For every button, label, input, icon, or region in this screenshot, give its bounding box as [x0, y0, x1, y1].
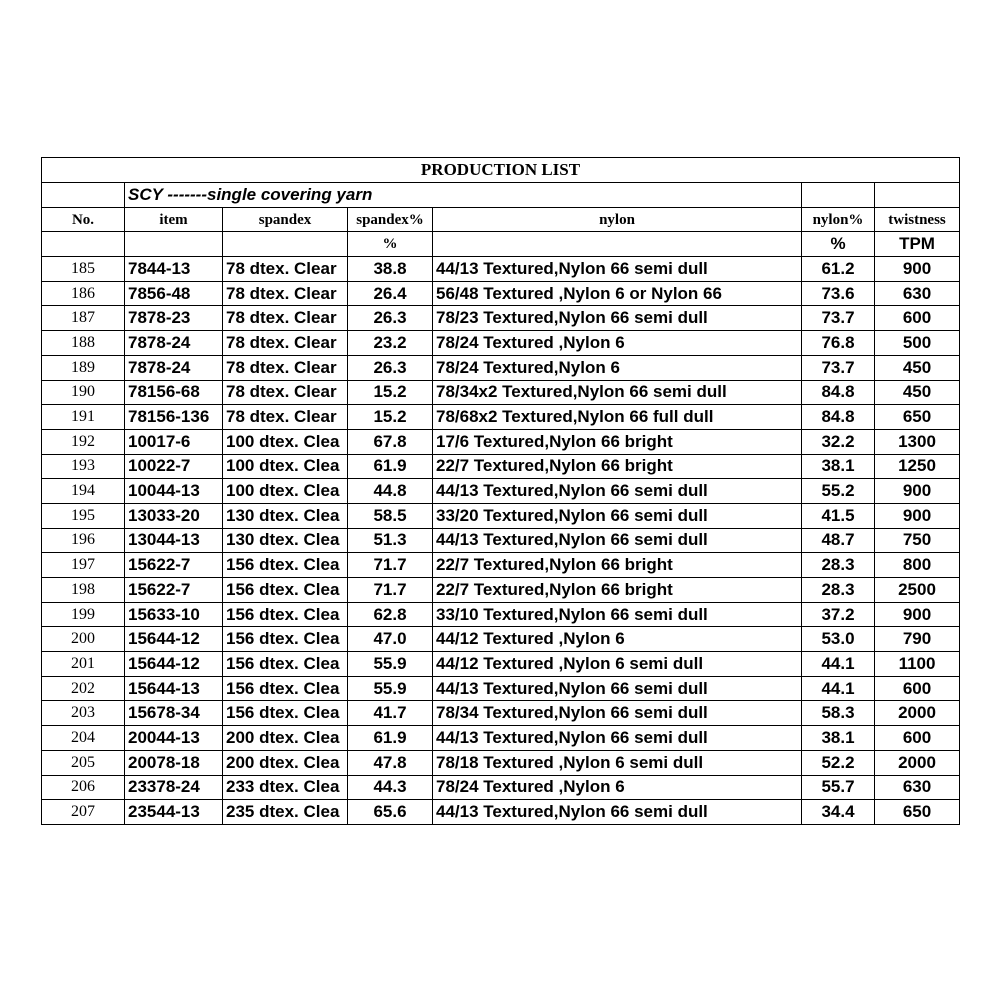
cell-no: 192: [42, 429, 125, 454]
cell-spandex: 156 dtex. Clea: [223, 627, 348, 652]
cell-spandex: 78 dtex. Clear: [223, 355, 348, 380]
cell-spandex-pct: 55.9: [348, 676, 433, 701]
cell-twistness: 1250: [875, 454, 960, 479]
cell-nylon: 78/68x2 Textured,Nylon 66 full dull: [433, 405, 802, 430]
cell-nylon: 78/24 Textured ,Nylon 6: [433, 331, 802, 356]
cell-no: 193: [42, 454, 125, 479]
cell-twistness: 900: [875, 602, 960, 627]
cell-spandex-pct: 67.8: [348, 429, 433, 454]
cell-no: 188: [42, 331, 125, 356]
cell-twistness: 900: [875, 503, 960, 528]
header-nylon: nylon: [433, 207, 802, 232]
cell-spandex: 156 dtex. Clea: [223, 652, 348, 677]
header-nylon-pct: nylon%: [802, 207, 875, 232]
cell-nylon: 78/34 Textured,Nylon 66 semi dull: [433, 701, 802, 726]
cell-spandex: 235 dtex. Clea: [223, 800, 348, 825]
table-row: [42, 775, 960, 800]
cell-spandex: 130 dtex. Clea: [223, 528, 348, 553]
cell-spandex-pct: 23.2: [348, 331, 433, 356]
cell-spandex: 200 dtex. Clea: [223, 750, 348, 775]
cell-spandex: 78 dtex. Clear: [223, 281, 348, 306]
cell-item: 78156-136: [125, 405, 223, 430]
cell-item: 7844-13: [125, 257, 223, 282]
table-row: [42, 528, 960, 553]
cell-no: 189: [42, 355, 125, 380]
cell-nylon-pct: 76.8: [802, 331, 875, 356]
cell-nylon-pct: 37.2: [802, 602, 875, 627]
cell-spandex-pct: 26.3: [348, 355, 433, 380]
table-row: [42, 750, 960, 775]
cell-nylon: 44/13 Textured,Nylon 66 semi dull: [433, 479, 802, 504]
cell-spandex: 100 dtex. Clea: [223, 454, 348, 479]
cell-twistness: 500: [875, 331, 960, 356]
unit-nylon-pct: %: [802, 232, 875, 257]
cell-no: 187: [42, 306, 125, 331]
cell-spandex: 156 dtex. Clea: [223, 701, 348, 726]
cell-nylon: 22/7 Textured,Nylon 66 bright: [433, 553, 802, 578]
subtitle-row: [42, 183, 960, 208]
empty-cell: [433, 232, 802, 257]
cell-nylon-pct: 84.8: [802, 380, 875, 405]
table-row: [42, 306, 960, 331]
cell-item: 15678-34: [125, 701, 223, 726]
cell-nylon-pct: 38.1: [802, 726, 875, 751]
cell-spandex-pct: 15.2: [348, 380, 433, 405]
cell-spandex-pct: 61.9: [348, 454, 433, 479]
cell-item: 15622-7: [125, 553, 223, 578]
cell-no: 205: [42, 750, 125, 775]
cell-nylon: 78/24 Textured ,Nylon 6: [433, 775, 802, 800]
cell-no: 196: [42, 528, 125, 553]
cell-twistness: 650: [875, 800, 960, 825]
empty-cell: [42, 183, 125, 208]
cell-nylon-pct: 38.1: [802, 454, 875, 479]
header-item: item: [125, 207, 223, 232]
cell-no: 191: [42, 405, 125, 430]
cell-no: 195: [42, 503, 125, 528]
title-row: [42, 158, 960, 183]
cell-nylon-pct: 34.4: [802, 800, 875, 825]
cell-no: 199: [42, 602, 125, 627]
cell-nylon-pct: 73.7: [802, 306, 875, 331]
cell-item: 78156-68: [125, 380, 223, 405]
cell-nylon-pct: 32.2: [802, 429, 875, 454]
cell-spandex: 78 dtex. Clear: [223, 405, 348, 430]
cell-no: 190: [42, 380, 125, 405]
cell-spandex: 156 dtex. Clea: [223, 676, 348, 701]
cell-spandex-pct: 71.7: [348, 578, 433, 603]
cell-spandex-pct: 55.9: [348, 652, 433, 677]
cell-nylon-pct: 84.8: [802, 405, 875, 430]
cell-spandex: 156 dtex. Clea: [223, 602, 348, 627]
empty-cell: [875, 183, 960, 208]
cell-nylon-pct: 61.2: [802, 257, 875, 282]
cell-spandex-pct: 65.6: [348, 800, 433, 825]
cell-spandex-pct: 58.5: [348, 503, 433, 528]
cell-nylon: 44/13 Textured,Nylon 66 semi dull: [433, 676, 802, 701]
cell-nylon-pct: 73.6: [802, 281, 875, 306]
cell-spandex: 100 dtex. Clea: [223, 429, 348, 454]
cell-twistness: 800: [875, 553, 960, 578]
cell-twistness: 2000: [875, 701, 960, 726]
cell-spandex: 78 dtex. Clear: [223, 331, 348, 356]
cell-no: 185: [42, 257, 125, 282]
cell-spandex-pct: 44.8: [348, 479, 433, 504]
cell-no: 203: [42, 701, 125, 726]
table-row: [42, 553, 960, 578]
unit-twistness: TPM: [875, 232, 960, 257]
cell-no: 200: [42, 627, 125, 652]
cell-nylon-pct: 55.2: [802, 479, 875, 504]
cell-nylon: 22/7 Textured,Nylon 66 bright: [433, 454, 802, 479]
cell-spandex-pct: 51.3: [348, 528, 433, 553]
table-title: PRODUCTION LIST: [42, 158, 960, 183]
empty-cell: [802, 183, 875, 208]
header-spandex: spandex: [223, 207, 348, 232]
header-twistness: twistness: [875, 207, 960, 232]
cell-item: 10017-6: [125, 429, 223, 454]
unit-spandex-pct: %: [348, 232, 433, 257]
cell-item: 23544-13: [125, 800, 223, 825]
cell-no: 198: [42, 578, 125, 603]
table-row: [42, 257, 960, 282]
cell-spandex-pct: 44.3: [348, 775, 433, 800]
cell-spandex: 78 dtex. Clear: [223, 257, 348, 282]
cell-no: 194: [42, 479, 125, 504]
cell-spandex-pct: 71.7: [348, 553, 433, 578]
cell-item: 15644-12: [125, 652, 223, 677]
cell-spandex-pct: 47.0: [348, 627, 433, 652]
header-row: [42, 207, 960, 232]
cell-spandex-pct: 26.3: [348, 306, 433, 331]
cell-nylon-pct: 28.3: [802, 578, 875, 603]
header-spandex-pct: spandex%: [348, 207, 433, 232]
cell-item: 13033-20: [125, 503, 223, 528]
cell-nylon: 78/34x2 Textured,Nylon 66 semi dull: [433, 380, 802, 405]
cell-twistness: 2500: [875, 578, 960, 603]
cell-no: 197: [42, 553, 125, 578]
cell-nylon: 22/7 Textured,Nylon 66 bright: [433, 578, 802, 603]
cell-nylon: 17/6 Textured,Nylon 66 bright: [433, 429, 802, 454]
cell-nylon: 44/13 Textured,Nylon 66 semi dull: [433, 528, 802, 553]
cell-item: 10022-7: [125, 454, 223, 479]
cell-spandex: 233 dtex. Clea: [223, 775, 348, 800]
cell-item: 15622-7: [125, 578, 223, 603]
cell-twistness: 1300: [875, 429, 960, 454]
cell-no: 202: [42, 676, 125, 701]
empty-cell: [125, 232, 223, 257]
cell-no: 206: [42, 775, 125, 800]
cell-nylon: 78/24 Textured,Nylon 6: [433, 355, 802, 380]
cell-nylon-pct: 58.3: [802, 701, 875, 726]
cell-item: 15633-10: [125, 602, 223, 627]
cell-nylon: 56/48 Textured ,Nylon 6 or Nylon 66: [433, 281, 802, 306]
cell-spandex-pct: 61.9: [348, 726, 433, 751]
table-row: [42, 281, 960, 306]
table-row: [42, 405, 960, 430]
cell-spandex: 156 dtex. Clea: [223, 553, 348, 578]
table-row: [42, 503, 960, 528]
cell-spandex-pct: 26.4: [348, 281, 433, 306]
cell-nylon: 44/12 Textured ,Nylon 6 semi dull: [433, 652, 802, 677]
table-row: [42, 331, 960, 356]
table-row: [42, 355, 960, 380]
cell-nylon: 33/10 Textured,Nylon 66 semi dull: [433, 602, 802, 627]
cell-spandex: 100 dtex. Clea: [223, 479, 348, 504]
table-row: [42, 627, 960, 652]
table-subtitle: SCY -------single covering yarn: [125, 183, 433, 208]
cell-nylon-pct: 44.1: [802, 676, 875, 701]
cell-nylon-pct: 44.1: [802, 652, 875, 677]
cell-spandex: 78 dtex. Clear: [223, 380, 348, 405]
production-list-table: [41, 157, 960, 825]
cell-nylon: 33/20 Textured,Nylon 66 semi dull: [433, 503, 802, 528]
table-row: [42, 380, 960, 405]
cell-twistness: 600: [875, 306, 960, 331]
cell-item: 15644-12: [125, 627, 223, 652]
cell-twistness: 600: [875, 676, 960, 701]
cell-twistness: 2000: [875, 750, 960, 775]
empty-cell: [433, 183, 802, 208]
cell-twistness: 900: [875, 257, 960, 282]
cell-nylon-pct: 28.3: [802, 553, 875, 578]
cell-nylon: 44/13 Textured,Nylon 66 semi dull: [433, 726, 802, 751]
cell-spandex-pct: 47.8: [348, 750, 433, 775]
cell-nylon: 44/13 Textured,Nylon 66 semi dull: [433, 800, 802, 825]
cell-twistness: 600: [875, 726, 960, 751]
cell-spandex-pct: 15.2: [348, 405, 433, 430]
cell-spandex: 156 dtex. Clea: [223, 578, 348, 603]
cell-item: 13044-13: [125, 528, 223, 553]
table-row: [42, 800, 960, 825]
cell-item: 15644-13: [125, 676, 223, 701]
cell-spandex: 78 dtex. Clear: [223, 306, 348, 331]
cell-twistness: 630: [875, 281, 960, 306]
cell-nylon: 78/18 Textured ,Nylon 6 semi dull: [433, 750, 802, 775]
cell-no: 186: [42, 281, 125, 306]
table-row: [42, 454, 960, 479]
cell-nylon-pct: 73.7: [802, 355, 875, 380]
cell-item: 23378-24: [125, 775, 223, 800]
cell-nylon: 44/13 Textured,Nylon 66 semi dull: [433, 257, 802, 282]
cell-twistness: 750: [875, 528, 960, 553]
cell-twistness: 630: [875, 775, 960, 800]
cell-twistness: 450: [875, 380, 960, 405]
cell-no: 201: [42, 652, 125, 677]
cell-item: 7878-24: [125, 331, 223, 356]
cell-twistness: 450: [875, 355, 960, 380]
table-row: [42, 701, 960, 726]
cell-twistness: 900: [875, 479, 960, 504]
cell-nylon-pct: 48.7: [802, 528, 875, 553]
table-row: [42, 479, 960, 504]
cell-spandex-pct: 62.8: [348, 602, 433, 627]
cell-no: 207: [42, 800, 125, 825]
cell-nylon: 78/23 Textured,Nylon 66 semi dull: [433, 306, 802, 331]
table-row: [42, 602, 960, 627]
cell-nylon-pct: 53.0: [802, 627, 875, 652]
cell-nylon: 44/12 Textured ,Nylon 6: [433, 627, 802, 652]
cell-item: 7878-23: [125, 306, 223, 331]
cell-spandex-pct: 38.8: [348, 257, 433, 282]
cell-item: 7878-24: [125, 355, 223, 380]
cell-spandex: 200 dtex. Clea: [223, 726, 348, 751]
cell-spandex: 130 dtex. Clea: [223, 503, 348, 528]
table-row: [42, 578, 960, 603]
cell-item: 10044-13: [125, 479, 223, 504]
empty-cell: [223, 232, 348, 257]
cell-twistness: 790: [875, 627, 960, 652]
header-no: No.: [42, 207, 125, 232]
cell-item: 20078-18: [125, 750, 223, 775]
cell-nylon-pct: 41.5: [802, 503, 875, 528]
table-row: [42, 726, 960, 751]
cell-item: 7856-48: [125, 281, 223, 306]
table-row: [42, 652, 960, 677]
cell-nylon-pct: 55.7: [802, 775, 875, 800]
cell-nylon-pct: 52.2: [802, 750, 875, 775]
cell-twistness: 650: [875, 405, 960, 430]
table-row: [42, 676, 960, 701]
units-row: [42, 232, 960, 257]
cell-item: 20044-13: [125, 726, 223, 751]
cell-no: 204: [42, 726, 125, 751]
empty-cell: [42, 232, 125, 257]
cell-twistness: 1100: [875, 652, 960, 677]
table-row: [42, 429, 960, 454]
cell-spandex-pct: 41.7: [348, 701, 433, 726]
